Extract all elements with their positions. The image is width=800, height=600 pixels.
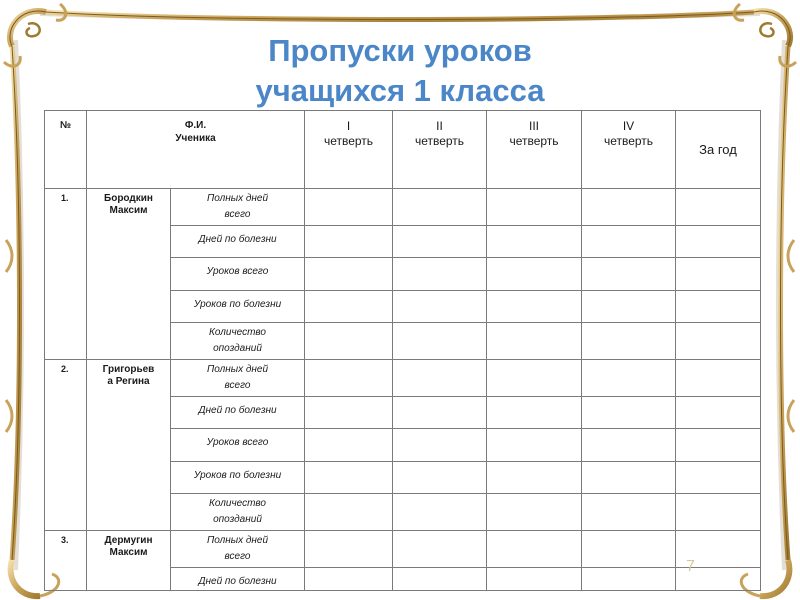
value-cell[interactable] xyxy=(305,258,393,291)
student-name: Дермугин Максим xyxy=(87,531,171,591)
value-cell[interactable] xyxy=(582,531,676,568)
value-cell[interactable] xyxy=(393,323,487,360)
value-cell[interactable] xyxy=(676,494,761,531)
value-cell[interactable] xyxy=(676,360,761,397)
value-cell[interactable] xyxy=(582,291,676,323)
value-cell[interactable] xyxy=(582,360,676,397)
value-cell[interactable] xyxy=(487,291,582,323)
value-cell[interactable] xyxy=(393,429,487,462)
value-cell[interactable] xyxy=(676,429,761,462)
page-title-line2: учащихся 1 класса xyxy=(255,73,545,108)
value-cell[interactable] xyxy=(305,360,393,397)
value-cell[interactable] xyxy=(487,189,582,226)
category-label: Уроков всего xyxy=(171,429,305,462)
value-cell[interactable] xyxy=(487,568,582,591)
value-cell[interactable] xyxy=(305,462,393,494)
category-label: Полных дней всего xyxy=(171,531,305,568)
col-header-q4: IV четверть xyxy=(582,111,676,189)
value-cell[interactable] xyxy=(487,323,582,360)
value-cell[interactable] xyxy=(676,397,761,429)
value-cell[interactable] xyxy=(582,397,676,429)
value-cell[interactable] xyxy=(676,226,761,258)
value-cell[interactable] xyxy=(305,397,393,429)
value-cell[interactable] xyxy=(305,568,393,591)
value-cell[interactable] xyxy=(305,531,393,568)
category-label: Дней по болезни xyxy=(171,397,305,429)
value-cell[interactable] xyxy=(487,226,582,258)
table-row xyxy=(45,189,761,226)
value-cell[interactable] xyxy=(487,360,582,397)
category-label: Полных дней всего xyxy=(171,189,305,226)
col-header-year: За год xyxy=(676,111,761,189)
value-cell[interactable] xyxy=(305,226,393,258)
student-number: 2. xyxy=(45,360,87,531)
value-cell[interactable] xyxy=(582,226,676,258)
student-number: 3. xyxy=(45,531,87,591)
value-cell[interactable] xyxy=(393,494,487,531)
absence-table xyxy=(44,110,761,591)
value-cell[interactable] xyxy=(676,189,761,226)
category-label: Количество опозданий xyxy=(171,323,305,360)
value-cell[interactable] xyxy=(582,258,676,291)
col-header-q3: III четверть xyxy=(487,111,582,189)
value-cell[interactable] xyxy=(582,494,676,531)
value-cell[interactable] xyxy=(487,531,582,568)
col-header-q2: II четверть xyxy=(393,111,487,189)
col-header-q1: I четверть xyxy=(305,111,393,189)
value-cell[interactable] xyxy=(582,323,676,360)
value-cell[interactable] xyxy=(393,397,487,429)
value-cell[interactable] xyxy=(305,291,393,323)
category-label: Уроков по болезни xyxy=(171,291,305,323)
category-label: Дней по болезни xyxy=(171,226,305,258)
value-cell[interactable] xyxy=(393,568,487,591)
value-cell[interactable] xyxy=(487,397,582,429)
value-cell[interactable] xyxy=(393,291,487,323)
page-title-line1: Пропуски уроков xyxy=(268,33,532,68)
student-number: 1. xyxy=(45,189,87,360)
value-cell[interactable] xyxy=(393,462,487,494)
category-label: Количество опозданий xyxy=(171,494,305,531)
value-cell[interactable] xyxy=(487,429,582,462)
value-cell[interactable] xyxy=(676,323,761,360)
value-cell[interactable] xyxy=(676,258,761,291)
category-label: Полных дней всего xyxy=(171,360,305,397)
category-label: Уроков всего xyxy=(171,258,305,291)
value-cell[interactable] xyxy=(305,494,393,531)
value-cell[interactable] xyxy=(487,494,582,531)
category-label: Дней по болезни xyxy=(171,568,305,591)
value-cell[interactable] xyxy=(487,258,582,291)
value-cell[interactable] xyxy=(393,360,487,397)
value-cell[interactable] xyxy=(305,189,393,226)
value-cell[interactable] xyxy=(582,189,676,226)
value-cell[interactable] xyxy=(676,462,761,494)
category-label: Уроков по болезни xyxy=(171,462,305,494)
value-cell[interactable] xyxy=(582,568,676,591)
page-number: 7 xyxy=(686,558,695,575)
value-cell[interactable] xyxy=(582,462,676,494)
student-name: Бородкин Максим xyxy=(87,189,171,360)
value-cell[interactable] xyxy=(393,531,487,568)
value-cell[interactable] xyxy=(487,462,582,494)
header-row xyxy=(45,111,761,189)
value-cell[interactable] xyxy=(305,323,393,360)
col-header-fio: Ф.И. Ученика xyxy=(87,111,305,189)
value-cell[interactable] xyxy=(393,226,487,258)
table-row xyxy=(45,531,761,568)
value-cell[interactable] xyxy=(393,258,487,291)
value-cell[interactable] xyxy=(582,429,676,462)
table-row xyxy=(45,360,761,397)
value-cell[interactable] xyxy=(676,291,761,323)
value-cell[interactable] xyxy=(305,429,393,462)
value-cell[interactable] xyxy=(393,189,487,226)
col-header-num: № xyxy=(45,111,87,189)
student-name: Григорьев а Регина xyxy=(87,360,171,531)
